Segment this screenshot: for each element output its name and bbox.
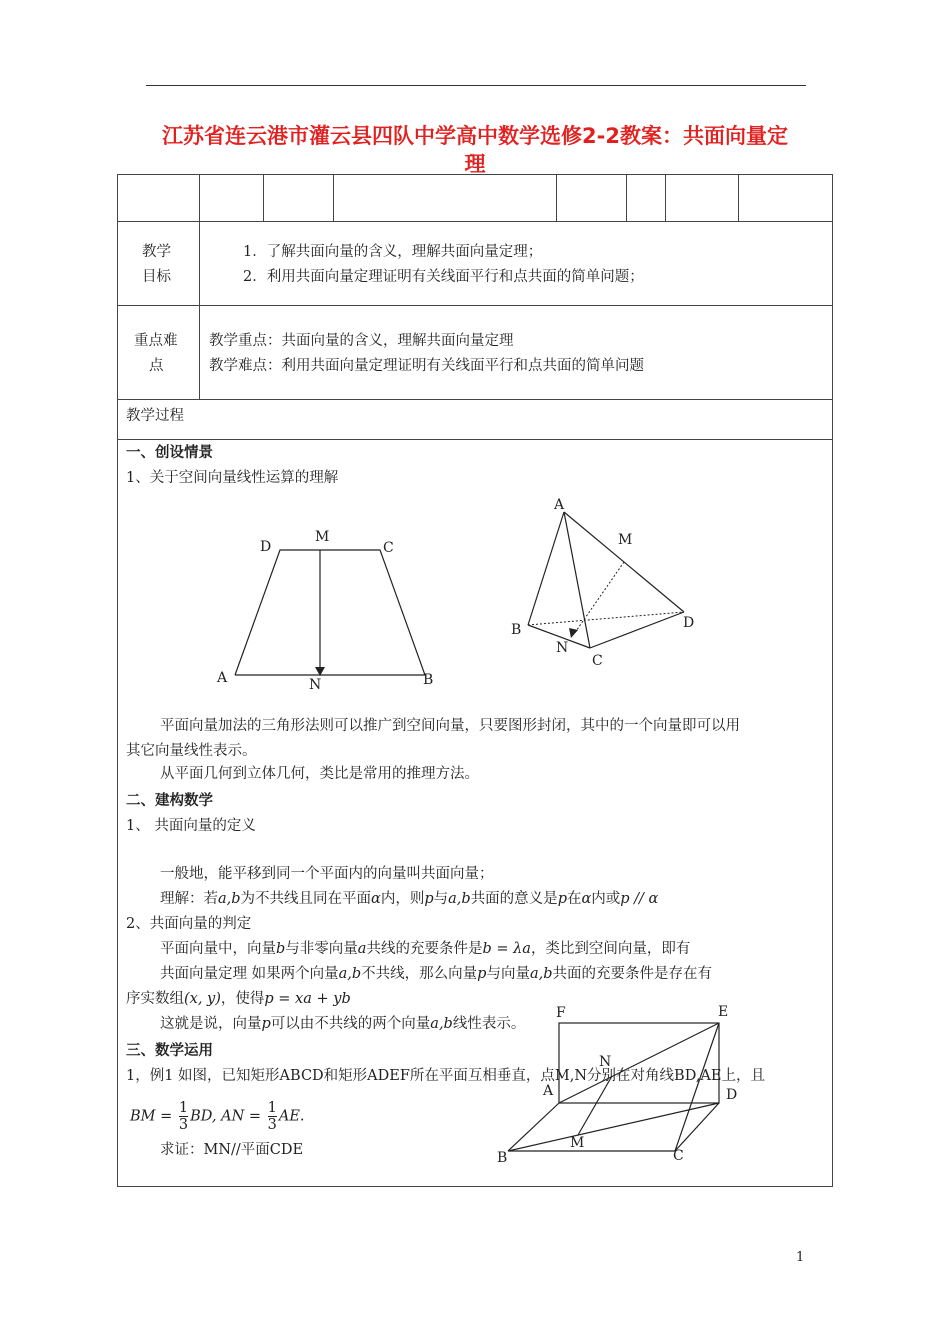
cell-divider [263, 174, 264, 221]
fig2-label-A: A [554, 497, 565, 513]
fig2-label-N: N [556, 640, 569, 656]
section1-item1: 1、关于空间向量线性运算的理解 [126, 470, 339, 486]
fig1-label-D: D [260, 539, 272, 555]
fig3-label-B: B [497, 1150, 508, 1166]
linear-representation-line: 这就是说，向量p可以由不共线的两个向量a,b线性表示。 [160, 1016, 526, 1032]
page-title [130, 122, 820, 178]
title-line-1: 江苏省连云港市灌云县四队中学高中数学选修2-2教案：共面向量定 [162, 124, 788, 148]
fig3-label-A: A [543, 1083, 554, 1099]
section1-para1b: 其它向量线性表示。 [126, 743, 257, 759]
rectangles-figure [500, 1015, 740, 1165]
fig2-label-D: D [683, 615, 695, 631]
fig2-label-M: M [618, 532, 633, 548]
cell-divider [199, 174, 200, 221]
key-focus: 教学重点：共面向量的含义，理解共面向量定理 [209, 333, 514, 349]
section2-item2: 2、共面向量的判定 [126, 916, 252, 932]
coplanar-definition: 一般地，能平移到同一个平面内的向量叫共面向量； [160, 866, 494, 882]
example-statement: 1，例1 如图，已知矩形ABCD和矩形ADEF所在平面互相垂直，点M,N分别在对角线BD,AE上，且 [126, 1068, 765, 1084]
cell-divider [626, 174, 627, 221]
fig3-label-M: M [570, 1135, 585, 1151]
judge-line: 平面向量中，向量b与非零向量a共线的充要条件是b = λa，类比到空间向量，即有 [160, 941, 691, 957]
key-difficulty: 教学难点：利用共面向量定理证明有关线面平行和点共面的简单问题 [209, 358, 644, 374]
trapezoid-figure [220, 530, 450, 700]
theorem-line: 共面向量定理 如果两个向量a,b不共线，那么向量p与向量a,b共面的充要条件是存在有 [160, 966, 712, 982]
cell-divider [333, 174, 334, 221]
fig1-label-B: B [423, 672, 434, 688]
goals-label-2: 目标 [142, 269, 171, 285]
cell-divider [556, 174, 557, 221]
understanding-line: 理解：若a,b为不共线且同在平面α内，则p与a,b共面的意义是p在α内或p // α [160, 891, 659, 907]
section2-item1: 1、 共面向量的定义 [126, 818, 256, 834]
goal-item-1: 1．了解共面向量的含义，理解共面向量定理； [243, 244, 543, 260]
fig2-label-B: B [511, 622, 522, 638]
fig1-label-N: N [309, 677, 322, 693]
fig1-label-A: A [217, 670, 228, 686]
page-number: 1 [796, 1250, 805, 1265]
header-rule [146, 85, 806, 86]
section2-heading: 二、建构数学 [126, 792, 213, 809]
section1-para1a: 平面向量加法的三角形法则可以推广到空间向量，只要图形封闭，其中的一个向量即可以用 [160, 718, 740, 734]
cell-divider [665, 174, 666, 221]
title-line-2: 理 [464, 152, 486, 176]
process-label: 教学过程 [126, 408, 184, 424]
row-divider [117, 399, 833, 400]
fig3-label-C: C [673, 1148, 684, 1164]
keypoints-label-1: 重点难 [134, 333, 178, 349]
section1-para2: 从平面几何到立体几何，类比是常用的推理方法。 [160, 766, 479, 782]
fig3-label-E: E [718, 1004, 729, 1020]
fig3-label-N: N [599, 1054, 612, 1070]
section3-heading: 三、数学运用 [126, 1042, 213, 1059]
section1-heading: 一、创设情景 [126, 444, 213, 461]
tetrahedron-figure [520, 500, 700, 665]
fig2-label-C: C [592, 653, 603, 669]
goals-label-1: 教学 [142, 244, 171, 260]
cell-divider [199, 221, 200, 399]
ratio-condition: BM = $\frac{1}{3}$ BD, AN = $\frac{1}{3}$ AE. [130, 1100, 305, 1133]
theorem-line-2: 序实数组(x, y)，使得p = xa + yb [126, 991, 351, 1007]
cell-divider [738, 174, 739, 221]
row-divider [117, 221, 833, 222]
row-divider [117, 305, 833, 306]
fig3-label-F: F [556, 1005, 566, 1021]
goal-item-2: 2．利用共面向量定理证明有关线面平行和点共面的简单问题； [243, 269, 644, 285]
fig1-label-C: C [383, 540, 394, 556]
keypoints-label-2: 点 [149, 358, 164, 374]
fig1-label-M: M [315, 529, 330, 545]
prove-statement: 求证：MN//平面CDE [160, 1142, 304, 1158]
fig3-label-D: D [726, 1087, 738, 1103]
row-divider [117, 439, 833, 440]
